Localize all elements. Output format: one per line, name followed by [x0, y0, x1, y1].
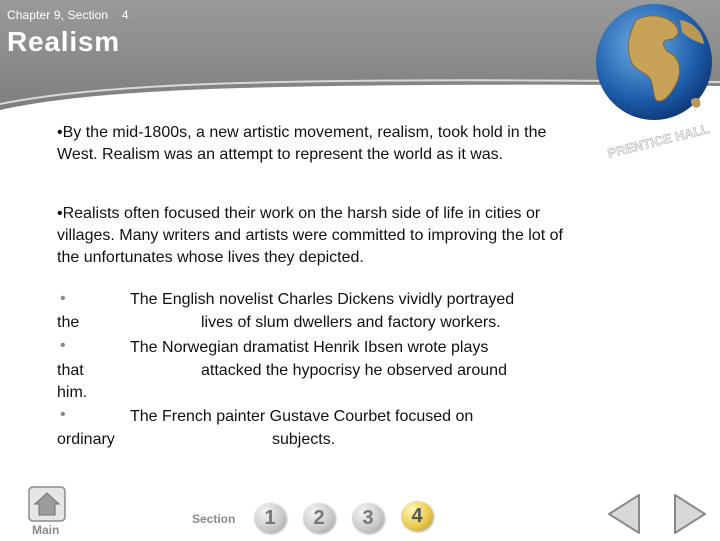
bottom-navigation: [0, 480, 720, 540]
section-1-button[interactable]: 1: [254, 503, 286, 533]
main-menu-button[interactable]: [28, 486, 66, 522]
bullet-marker: •: [60, 337, 66, 354]
arrow-left-icon: [606, 492, 642, 536]
sub-bullet-courbet-lead: ordinary: [57, 431, 115, 448]
section-4-button[interactable]: 4: [401, 501, 433, 531]
main-content: [57, 122, 577, 166]
next-button[interactable]: [672, 492, 708, 541]
sub-bullet-ibsen-lead: that: [57, 362, 84, 379]
section-2-button[interactable]: 2: [303, 503, 335, 533]
sub-bullet-dickens-line1: The English novelist Charles Dickens vividly portrayed: [130, 291, 515, 308]
sub-bullet-dickens-lead: the: [57, 314, 80, 331]
sub-bullet-ibsen-line2: attacked the hypocrisy he observed around: [201, 362, 507, 379]
sub-bullet-dickens-line2: lives of slum dwellers and factory workers.: [201, 314, 501, 331]
previous-button[interactable]: [606, 492, 642, 541]
sub-bullet-courbet-line2: subjects.: [272, 431, 336, 448]
globe-logo: [596, 0, 720, 160]
arrow-right-icon: [672, 492, 708, 536]
bullet-marker: •: [60, 406, 66, 423]
main-label: Main: [32, 523, 60, 537]
sub-bullet-courbet-line1: The French painter Gustave Courbet focused on: [130, 408, 474, 425]
home-icon: [28, 486, 66, 522]
paragraph-realists-focus: •Realists often focused their work on the harsh side of life in cities or villages. Many writers and artists were committed to improving the lot of the unfortunates whose lives they depicted.: [57, 205, 563, 266]
sub-bullet-ibsen-line1: The Norwegian dramatist Henrik Ibsen wrote plays: [130, 339, 489, 356]
sub-bullet-ibsen-line3: him.: [57, 384, 88, 401]
chapter-section-label: Chapter 9, Section 4: [7, 8, 129, 22]
section-3-button[interactable]: 3: [352, 503, 384, 533]
bullet-marker: •: [60, 290, 66, 307]
prentice-hall-label: PRENTICE HALL: [606, 121, 711, 160]
paragraph-realism-intro: •By the mid-1800s, a new artistic movement, realism, took hold in the West. Realism was an attempt to represent the world as it was.: [57, 124, 547, 163]
section-label: Section: [192, 512, 236, 526]
page-title: Realism: [7, 26, 120, 57]
